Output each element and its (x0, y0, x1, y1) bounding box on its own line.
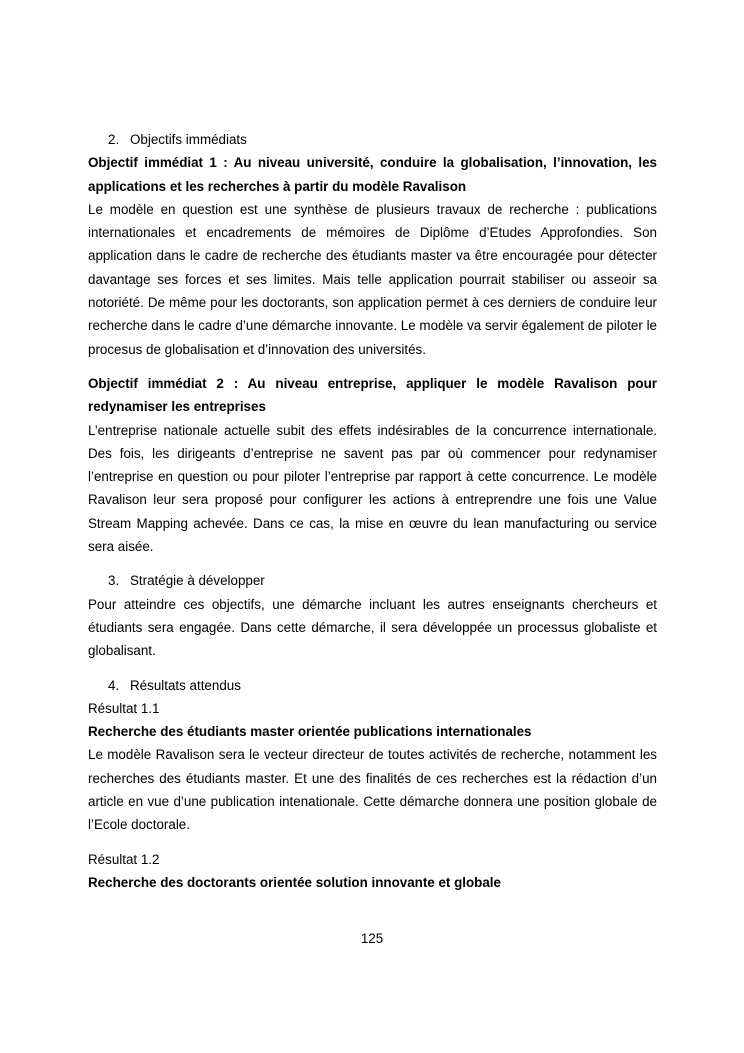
page-number: 125 (360, 931, 384, 946)
result-1-1-paragraph: Le modèle Ravalison sera le vecteur directeur de toutes activités de recherche, notamment les recherches des étudiants master. Et une des finalités de ces recherches est la rédaction d’un article en vue d’une publication intenationale. Cette démarche donnera une position globale de l’Ecole doctorale. (88, 747, 657, 833)
result-1-2-label: Résultat 1.2 (88, 851, 160, 867)
result-1-2-title: Recherche des doctorants orientée solution innovante et globale (88, 874, 501, 890)
section-heading-objectives (88, 128, 657, 151)
strategy-paragraph: Pour atteindre ces objectifs, une démarche incluant les autres enseignants chercheurs et étudiants sera engagée. Dans cette démarche, il sera développée un processus globaliste et globalisant. (88, 596, 657, 659)
document-page (88, 128, 657, 894)
objective-2-paragraph: L’entreprise nationale actuelle subit des effets indésirables de la concurrence internationale. Des fois, les dirigeants d’entreprise ne savent pas par où commencer pour redynamiser l’entreprise en question ou pour piloter l’entreprise par rapport à cette concurrence. Le modèle Ravalison leur sera proposé pour configurer les actions à entreprendre une fois une Value Stream Mapping achevée. Dans ce cas, la mise en œuvre du lean manufacturing ou service sera aisée. (88, 422, 657, 555)
section-number: 2. (108, 132, 120, 147)
result-1-1-title: Recherche des étudiants master orientée publications internationales (88, 724, 532, 740)
objective-1-title: Objectif immédiat 1 : Au niveau université, conduire la globalisation, l’innovation, les applications et les recherches à partir du modèle Ravalison (88, 155, 657, 194)
result-1-1-label: Résultat 1.1 (88, 700, 160, 716)
objective-2-title: Objectif immédiat 2 : Au niveau entreprise, appliquer le modèle Ravalison pour redynamiser les entreprises (88, 375, 657, 415)
section-title: Résultats attendus (130, 677, 241, 693)
section-heading-strategy (88, 569, 657, 592)
section-title: Stratégie à développer (130, 573, 265, 589)
section-heading-results (88, 674, 657, 697)
objective-1-paragraph: Le modèle en question est une synthèse de plusieurs travaux de recherche : publications internationales et encadrements de mémoires de Diplôme d’Etudes Approfondies. Son application dans le cadre de recherche des étudiants master va être encouragée pour détecter davantage ses forces et ses limites. Mais telle application pourrait stabiliser ou asseoir sa notoriété. De même pour les doctorants, son application permet à ces derniers de conduire leur recherche dans le cadre d’une démarche innovante. Le modèle va servir également de piloter le procesus de globalisation et d’innovation des universités. (88, 201, 657, 357)
section-title: Objectifs immédiats (130, 132, 247, 147)
section-number: 4. (108, 677, 120, 693)
section-number: 3. (108, 573, 120, 589)
